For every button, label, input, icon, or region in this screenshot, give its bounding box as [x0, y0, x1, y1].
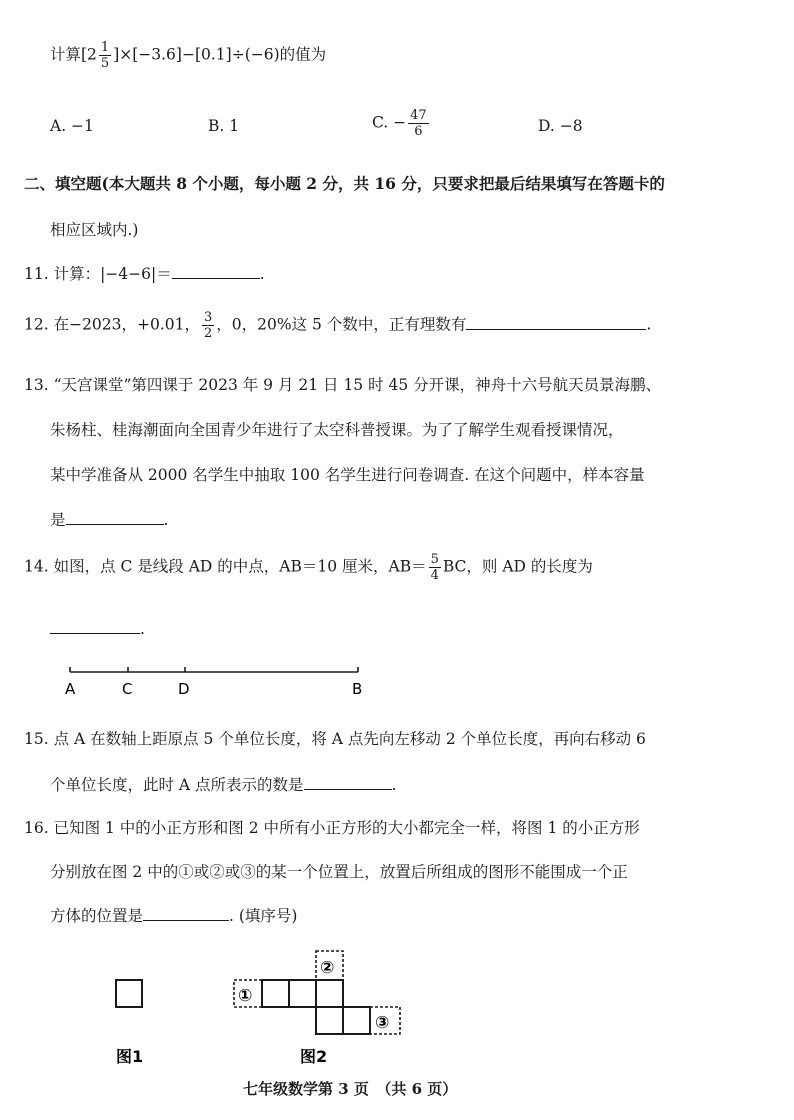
- q16-line1: 16. 已知图 1 中的小正方形和图 2 中所有小正方形的大小都完全一样，将图 1 的小正方形: [24, 819, 640, 837]
- page-footer: 七年级数学第 3 页 （共 6 页）: [243, 1080, 458, 1098]
- q13-line4-prefix: 是: [50, 511, 66, 529]
- q10-option-a: A. −1: [50, 117, 94, 135]
- q14-fraction: [429, 552, 441, 583]
- q14-answer-line: [50, 620, 145, 638]
- q16-line3: [50, 904, 297, 926]
- q16-answer-blank[interactable]: [143, 919, 229, 921]
- q15-answer-blank[interactable]: [304, 788, 392, 790]
- q12-answer-blank[interactable]: [466, 328, 646, 330]
- label-b: B: [352, 680, 363, 698]
- fig1-label: 图1: [116, 1047, 144, 1066]
- q14-answer-blank[interactable]: [50, 632, 140, 634]
- q14-end: .: [140, 620, 145, 638]
- q11-answer-blank[interactable]: [172, 277, 260, 279]
- q10-option-c: [372, 108, 431, 139]
- q10-stem-suffix: ]×[−3.6]−[0.1]÷(−6)的值为: [113, 45, 327, 64]
- q10-option-b: B. 1: [208, 117, 240, 135]
- q14-suffix: BC，则 AD 的长度为: [442, 557, 593, 576]
- fig2-cell-1: [262, 980, 289, 1007]
- fig2-cell-4: [316, 1007, 343, 1034]
- q10-stem: [50, 40, 326, 71]
- q10-option-c-fraction: [408, 108, 429, 139]
- q12-suffix: ，0，20%这 5 个数中，正有理数有: [216, 315, 467, 334]
- q10-option-c-prefix: C. −: [372, 113, 407, 132]
- fig2-mark-1: ①: [238, 986, 253, 1006]
- q10-mixed-fraction: [99, 40, 111, 71]
- fig1-square: [116, 980, 142, 1007]
- q12-end: .: [646, 315, 652, 334]
- q13-answer-blank[interactable]: [66, 523, 164, 525]
- q16-line3-suffix: . (填序号): [229, 907, 298, 925]
- q13-line4: [50, 508, 168, 530]
- fig2-cell-5: [343, 1007, 370, 1034]
- q13-line2: 朱杨柱、桂海潮面向全国青少年进行了太空科普授课。为了了解学生观看授课情况，: [50, 421, 624, 439]
- q15-end: .: [391, 776, 397, 794]
- q15-line1: 15. 点 A 在数轴上距原点 5 个单位长度，将 A 点先向左移动 2 个单位长度，再向右移动 6: [24, 730, 646, 748]
- q11-text: 11. 计算：|−4−6|＝: [24, 265, 172, 283]
- q13-end: .: [163, 511, 169, 529]
- q16-figures: [100, 945, 420, 1070]
- q12: [24, 310, 651, 341]
- fig2-mark-2: ②: [320, 958, 335, 978]
- q14-prefix: 14. 如图，点 C 是线段 AD 的中点，AB＝10 厘米，AB＝: [24, 557, 427, 576]
- q10-stem-prefix: 计算[2: [50, 45, 97, 64]
- q14-frac-num: 5: [430, 552, 439, 567]
- q15-line2-prefix: 个单位长度，此时 A 点所表示的数是: [50, 776, 304, 794]
- fig2-cell-2: [289, 980, 316, 1007]
- label-d: D: [178, 680, 190, 698]
- q12-prefix: 12. 在−2023，+0.01，: [24, 315, 201, 334]
- q14-stem: [24, 552, 593, 583]
- label-c: C: [122, 680, 133, 698]
- q12-fraction: [202, 310, 214, 341]
- q13-line1: 13. “天宫课堂”第四课于 2023 年 9 月 21 日 15 时 45 分开课，神舟十六号航天员景海鹏、: [24, 376, 662, 394]
- q14-segment-figure: [60, 660, 370, 700]
- q15-line2: [50, 773, 397, 795]
- q16-line2: 分别放在图 2 中的①或②或③的某一个位置上，放置后所组成的图形不能围成一个正: [50, 863, 628, 881]
- q14-frac-den: 4: [430, 568, 439, 583]
- q10-option-d: D. −8: [538, 117, 583, 135]
- q16-line3-prefix: 方体的位置是: [50, 907, 144, 925]
- q12-frac-den: 2: [204, 326, 213, 341]
- q10-mixed-num: 1: [100, 40, 110, 55]
- q11-end: .: [259, 265, 265, 283]
- section2-heading-cont: 相应区域内.): [50, 221, 139, 239]
- q10-option-c-den: 6: [414, 124, 423, 139]
- section2-heading: 二、填空题(本大题共 8 个小题，每小题 2 分，共 16 分，只要求把最后结果填写在答题卡的: [24, 174, 665, 193]
- q12-frac-num: 3: [204, 310, 213, 325]
- fig2-mark-3: ③: [375, 1013, 390, 1033]
- label-a: A: [65, 680, 76, 698]
- q10-option-c-num: 47: [410, 108, 427, 123]
- q13-line3: 某中学准备从 2000 名学生中抽取 100 名学生进行问卷调查. 在这个问题中，样本容量: [50, 466, 645, 484]
- fig2-label: 图2: [300, 1047, 328, 1066]
- fig2-cell-3: [316, 980, 343, 1007]
- q11: [24, 262, 265, 284]
- q10-mixed-den: 5: [100, 56, 110, 71]
